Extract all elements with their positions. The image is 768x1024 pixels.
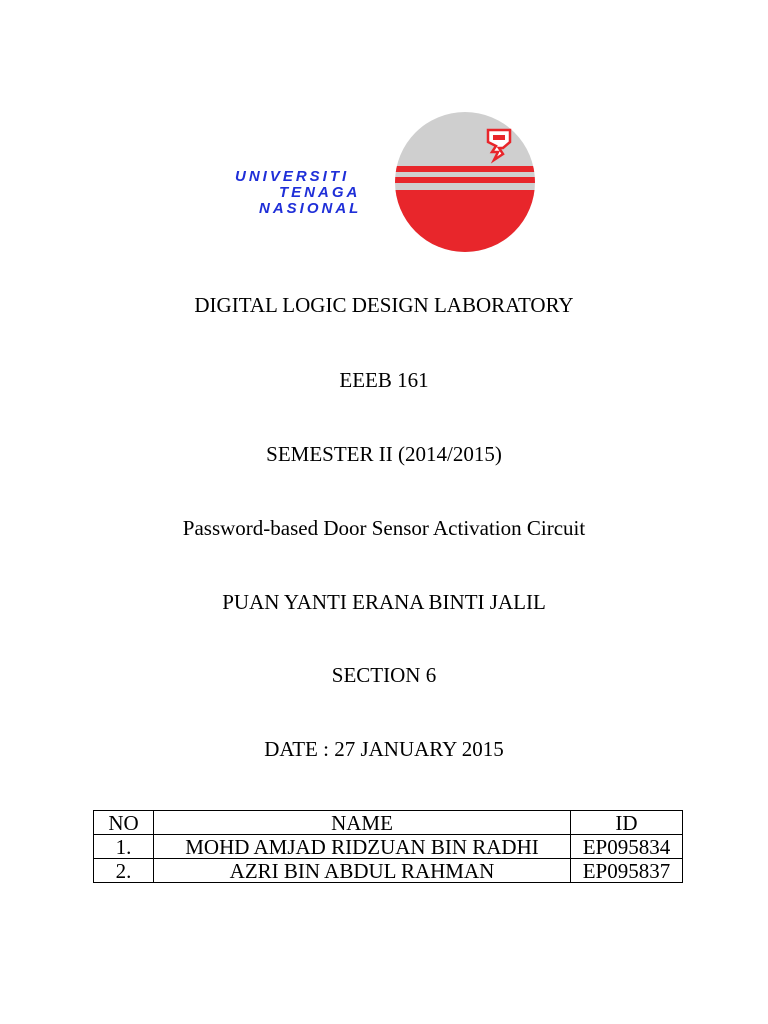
students-table (93, 810, 683, 883)
header-name: NAME (154, 811, 571, 835)
semester: SEMESTER II (2014/2015) (266, 442, 502, 466)
cell-no: 1. (94, 835, 154, 859)
project-title: Password-based Door Sensor Activation Circuit (182, 516, 586, 540)
table-row (94, 835, 683, 859)
lab-title: DIGITAL LOGIC DESIGN LABORATORY (194, 293, 574, 317)
logo-text-universiti: UNIVERSITI (235, 168, 350, 185)
table-row (94, 859, 683, 883)
cell-no: 2. (94, 859, 154, 883)
cell-id: EP095834 (571, 835, 683, 859)
header-no: NO (94, 811, 154, 835)
section: SECTION 6 (331, 663, 437, 687)
logo-text-nasional: NASIONAL (259, 200, 362, 217)
cell-name: MOHD AMJAD RIDZUAN BIN RADHI (154, 835, 571, 859)
course-code: EEEB 161 (339, 368, 429, 392)
cell-name: AZRI BIN ABDUL RAHMAN (154, 859, 571, 883)
header-id: ID (571, 811, 683, 835)
university-logo (228, 108, 538, 258)
logo-text-tenaga: TENAGA (279, 184, 361, 201)
lecturer-name: PUAN YANTI ERANA BINTI JALIL (222, 590, 546, 614)
date: DATE : 27 JANUARY 2015 (264, 737, 504, 761)
table-header-row (94, 811, 683, 835)
cell-id: EP095837 (571, 859, 683, 883)
